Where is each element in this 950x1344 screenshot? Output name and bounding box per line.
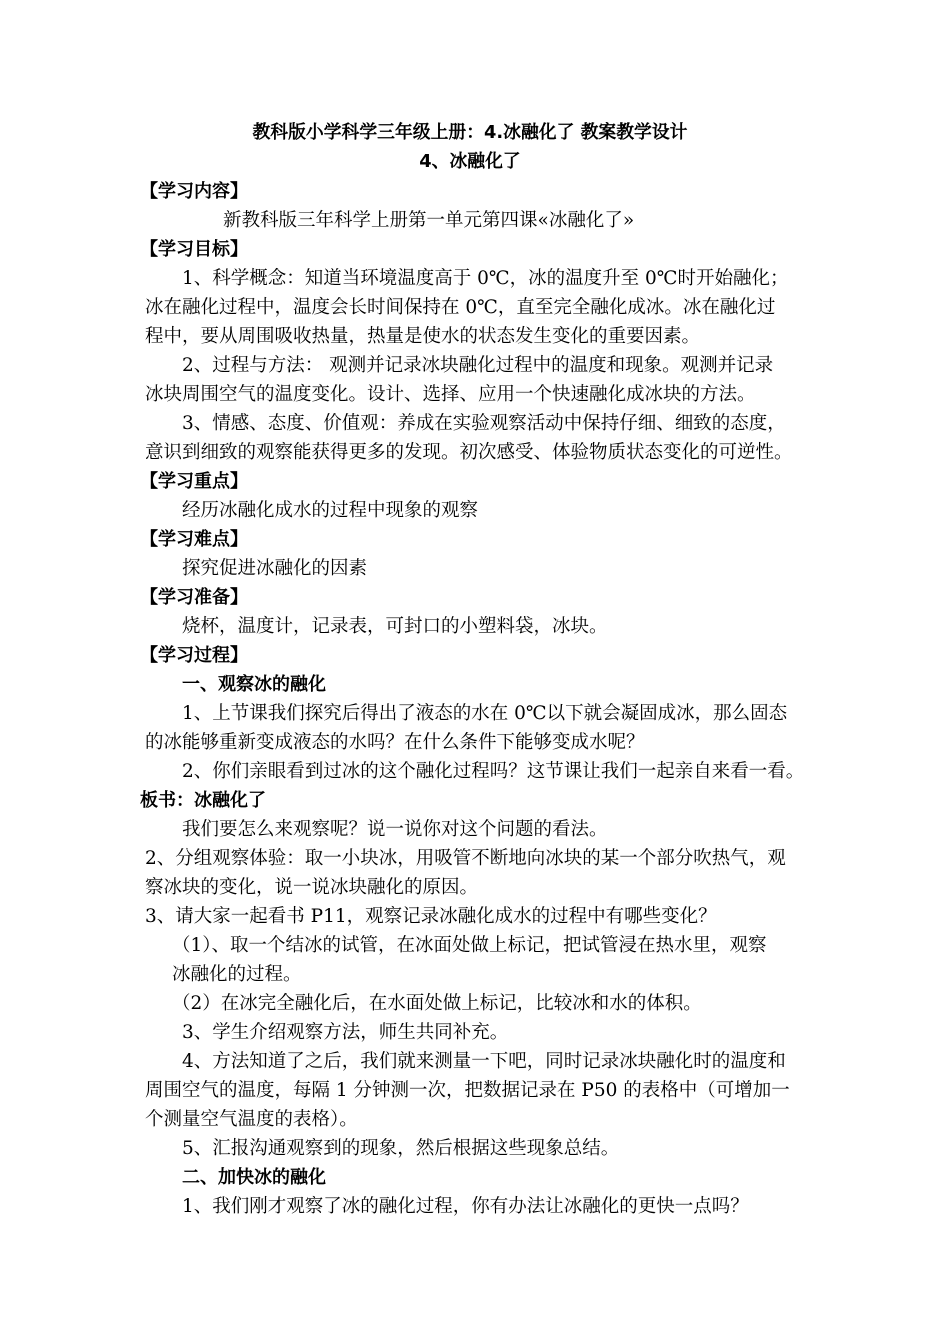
lesson-subtitle: 4、冰融化了 [419, 151, 521, 172]
section-heading-goals: 【学习目标】 [140, 239, 248, 260]
preparation-text: 烧杯，温度计，记录表，可封口的小塑料袋，冰块。 [182, 616, 608, 637]
document-title: 教科版小学科学三年级上册：4.冰融化了 教案教学设计 [252, 122, 688, 143]
board-writing-label: 板书：冰融化了 [140, 790, 266, 811]
book-reading-line: 3、请大家一起看书 P11，观察记录冰融化成水的过程中有哪些变化？ [145, 906, 717, 927]
step-5-line-1: 5、汇报沟通观察到的现象，然后根据这些现象总结。 [182, 1138, 620, 1159]
section-heading-preparation: 【学习准备】 [140, 587, 248, 608]
step-2-line-1: 2、你们亲眼看到过冰的这个融化过程吗？这节课让我们一起亲自来看一看。 [182, 761, 805, 782]
group-activity-line-1: 2、分组观察体验：取一小块冰，用吸管不断地向冰块的某一个部分吹热气，观 [145, 848, 786, 869]
step-1-line-2: 的冰能够重新变成液态的水吗？在什么条件下能够变成水呢？ [145, 732, 645, 753]
goal-1-line-1: 1、科学概念：知道当环境温度高于 0℃，冰的温度升至 0℃时开始融化； [182, 268, 789, 289]
section-heading-content: 【学习内容】 [140, 181, 248, 202]
content-text: 新教科版三年科学上册第一单元第四课«冰融化了» [223, 210, 635, 231]
substep-2-line-1: （2）在冰完全融化后，在水面处做上标记，比较冰和水的体积。 [172, 993, 702, 1014]
difficulty-text: 探究促进冰融化的因素 [182, 558, 368, 579]
step-4-line-1: 4、方法知道了之后，我们就来测量一下吧，同时记录冰块融化时的温度和 [182, 1051, 786, 1072]
goal-2-line-2: 冰块周围空气的温度变化。设计、选择、应用一个快速融化成冰块的方法。 [145, 384, 756, 405]
part-1-heading: 一、观察冰的融化 [182, 674, 326, 695]
goal-3-line-1: 3、情感、态度、价值观：养成在实验观察活动中保持仔细、细致的态度， [182, 413, 786, 434]
section-heading-key-points: 【学习重点】 [140, 471, 248, 492]
goal-1-line-3: 程中，要从周围吸收热量，热量是使水的状态发生变化的重要因素。 [145, 326, 701, 347]
step-4-line-2: 周围空气的温度，每隔 1 分钟测一次，把数据记录在 P50 的表格中（可增加一 [145, 1080, 790, 1101]
section-heading-difficulty: 【学习难点】 [140, 529, 248, 550]
step-3-line-1: 3、学生介绍观察方法，师生共同补充。 [182, 1022, 509, 1043]
part-2-step-1-line-1: 1、我们刚才观察了冰的融化过程，你有办法让冰融化的更快一点吗？ [182, 1196, 749, 1217]
substep-1-line-2: 冰融化的过程。 [172, 964, 302, 985]
section-heading-process: 【学习过程】 [140, 645, 248, 666]
step-4-line-3: 个测量空气温度的表格）。 [145, 1109, 358, 1130]
part-2-heading: 二、加快冰的融化 [182, 1167, 326, 1188]
goal-1-line-2: 冰在融化过程中，温度会长时间保持在 0℃，直至完全融化成冰。冰在融化过 [145, 297, 776, 318]
step-1-line-1: 1、上节课我们探究后得出了液态的水在 0℃以下就会凝固成冰，那么固态 [182, 703, 788, 724]
group-activity-line-2: 察冰块的变化，说一说冰块融化的原因。 [145, 877, 479, 898]
goal-3-line-2: 意识到细致的观察能获得更多的发现。初次感受、体验物质状态变化的可逆性。 [145, 442, 793, 463]
substep-1-line-1: （1）、取一个结冰的试管，在冰面处做上标记，把试管浸在热水里，观察 [172, 935, 767, 956]
goal-2-line-1: 2、过程与方法： 观测并记录冰块融化过程中的温度和现象。观测并记录 [182, 355, 774, 376]
observation-question: 我们要怎么来观察呢？说一说你对这个问题的看法。 [182, 819, 608, 840]
key-points-text: 经历冰融化成水的过程中现象的观察 [182, 500, 479, 521]
